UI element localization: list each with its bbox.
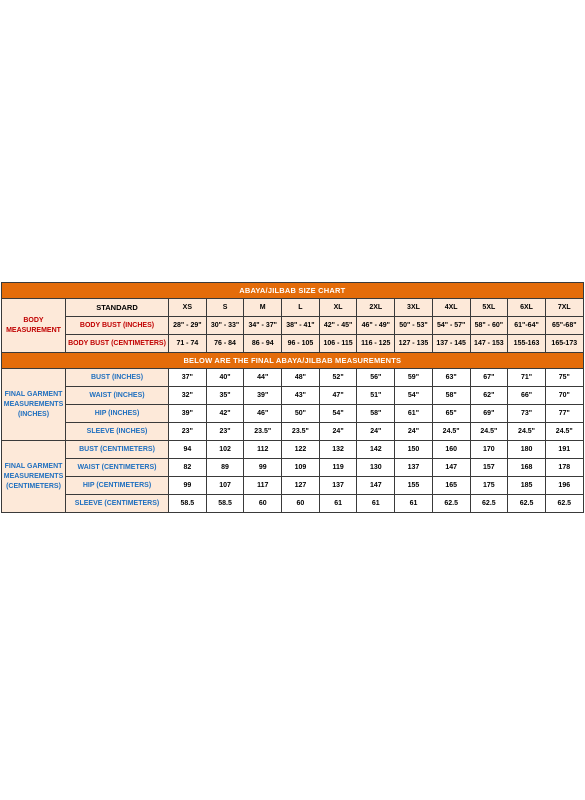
final-cm-cell: 62.5 bbox=[545, 495, 583, 513]
final-cm-cell: 137 bbox=[319, 477, 357, 495]
final-cm-cell: 60 bbox=[282, 495, 320, 513]
final-inches-cell: 71" bbox=[508, 369, 546, 387]
final-cm-cell: 185 bbox=[508, 477, 546, 495]
chart-title: ABAYA/JILBAB SIZE CHART bbox=[2, 283, 584, 299]
final-cm-cell: 132 bbox=[319, 441, 357, 459]
final-cm-cell: 122 bbox=[282, 441, 320, 459]
size-header-l: L bbox=[282, 299, 320, 317]
final-inches-cell: 69" bbox=[470, 405, 508, 423]
final-inches-row-label: WAIST (INCHES) bbox=[66, 387, 169, 405]
final-inches-cell: 23" bbox=[169, 423, 207, 441]
final-inches-cell: 35" bbox=[206, 387, 244, 405]
final-cm-row bbox=[2, 441, 584, 459]
size-header-s: S bbox=[206, 299, 244, 317]
final-inches-cell: 77" bbox=[545, 405, 583, 423]
body-cell: 46" - 49" bbox=[357, 317, 395, 335]
body-cell: 38" - 41" bbox=[282, 317, 320, 335]
body-measurement-row bbox=[2, 317, 584, 335]
final-cm-cell: 196 bbox=[545, 477, 583, 495]
final-inches-row-label: BUST (INCHES) bbox=[66, 369, 169, 387]
body-cell: 71 - 74 bbox=[169, 335, 207, 353]
final-inches-cell: 62" bbox=[470, 387, 508, 405]
final-cm-cell: 127 bbox=[282, 477, 320, 495]
final-cm-cell: 99 bbox=[244, 459, 282, 477]
final-cm-cell: 61 bbox=[319, 495, 357, 513]
final-inches-cell: 63" bbox=[432, 369, 470, 387]
final-cm-cell: 119 bbox=[319, 459, 357, 477]
final-cm-cell: 60 bbox=[244, 495, 282, 513]
body-cell: 86 - 94 bbox=[244, 335, 282, 353]
body-cell: 65"-68" bbox=[545, 317, 583, 335]
final-inches-cell: 39" bbox=[244, 387, 282, 405]
body-cell: 147 - 153 bbox=[470, 335, 508, 353]
final-inches-cell: 23" bbox=[206, 423, 244, 441]
final-inches-row bbox=[2, 423, 584, 441]
final-inches-cell: 47" bbox=[319, 387, 357, 405]
body-cell: 106 - 115 bbox=[319, 335, 357, 353]
size-chart-table bbox=[1, 282, 584, 513]
final-cm-cell: 180 bbox=[508, 441, 546, 459]
final-cm-cell: 94 bbox=[169, 441, 207, 459]
body-cell: 34" - 37" bbox=[244, 317, 282, 335]
size-header-xl: XL bbox=[319, 299, 357, 317]
body-row-label: BODY BUST (INCHES) bbox=[66, 317, 169, 335]
size-header-4xl: 4XL bbox=[432, 299, 470, 317]
final-cm-cell: 58.5 bbox=[206, 495, 244, 513]
final-cm-cell: 191 bbox=[545, 441, 583, 459]
final-cm-cell: 147 bbox=[357, 477, 395, 495]
final-inches-row-label: SLEEVE (INCHES) bbox=[66, 423, 169, 441]
body-cell: 61"-64" bbox=[508, 317, 546, 335]
body-cell: 127 - 135 bbox=[395, 335, 433, 353]
final-inches-cell: 24" bbox=[357, 423, 395, 441]
final-cm-row-label: SLEEVE (CENTIMETERS) bbox=[66, 495, 169, 513]
final-inches-cell: 24.5" bbox=[508, 423, 546, 441]
chart-title-row bbox=[2, 283, 584, 299]
final-inches-cell: 40" bbox=[206, 369, 244, 387]
final-inches-cell: 51" bbox=[357, 387, 395, 405]
final-cm-cell: 109 bbox=[282, 459, 320, 477]
final-cm-cell: 112 bbox=[244, 441, 282, 459]
final-cm-cell: 130 bbox=[357, 459, 395, 477]
final-cm-cell: 155 bbox=[395, 477, 433, 495]
final-cm-row-label: WAIST (CENTIMETERS) bbox=[66, 459, 169, 477]
size-header-row bbox=[2, 299, 584, 317]
final-inches-cell: 65" bbox=[432, 405, 470, 423]
final-inches-cell: 52" bbox=[319, 369, 357, 387]
final-inches-cell: 44" bbox=[244, 369, 282, 387]
final-inches-cell: 70" bbox=[545, 387, 583, 405]
final-inches-cell: 58" bbox=[432, 387, 470, 405]
final-cm-row bbox=[2, 459, 584, 477]
final-inches-cell: 73" bbox=[508, 405, 546, 423]
size-header-xs: XS bbox=[169, 299, 207, 317]
body-cell: 28" - 29" bbox=[169, 317, 207, 335]
body-cell: 42" - 45" bbox=[319, 317, 357, 335]
final-inches-cell: 50" bbox=[282, 405, 320, 423]
final-inches-cell: 37" bbox=[169, 369, 207, 387]
final-inches-cell: 59" bbox=[395, 369, 433, 387]
final-cm-cell: 178 bbox=[545, 459, 583, 477]
final-inches-cell: 24.5" bbox=[470, 423, 508, 441]
body-measurement-row bbox=[2, 335, 584, 353]
body-row-label: BODY BUST (CENTIMETERS) bbox=[66, 335, 169, 353]
final-inches-cell: 32" bbox=[169, 387, 207, 405]
standard-label: STANDARD bbox=[66, 299, 169, 317]
final-cm-cell: 175 bbox=[470, 477, 508, 495]
final-inches-row bbox=[2, 369, 584, 387]
final-cm-cell: 58.5 bbox=[169, 495, 207, 513]
final-measurements-subtitle: BELOW ARE THE FINAL ABAYA/JILBAB MEASUREMENTS bbox=[2, 353, 584, 369]
body-cell: 76 - 84 bbox=[206, 335, 244, 353]
size-header-6xl: 6XL bbox=[508, 299, 546, 317]
final-inches-cell: 58" bbox=[357, 405, 395, 423]
final-inches-cell: 61" bbox=[395, 405, 433, 423]
final-cm-cell: 160 bbox=[432, 441, 470, 459]
final-cm-cell: 117 bbox=[244, 477, 282, 495]
final-cm-cell: 157 bbox=[470, 459, 508, 477]
final-inches-cell: 23.5" bbox=[244, 423, 282, 441]
size-header-5xl: 5XL bbox=[470, 299, 508, 317]
final-cm-cell: 62.5 bbox=[470, 495, 508, 513]
body-cell: 58" - 60" bbox=[470, 317, 508, 335]
final-cm-cell: 168 bbox=[508, 459, 546, 477]
final-inches-group-label: FINAL GARMENT MEASUREMENTS (INCHES) bbox=[2, 369, 66, 441]
final-inches-cell: 67" bbox=[470, 369, 508, 387]
final-cm-cell: 142 bbox=[357, 441, 395, 459]
final-inches-row bbox=[2, 387, 584, 405]
size-header-3xl: 3XL bbox=[395, 299, 433, 317]
final-inches-row bbox=[2, 405, 584, 423]
final-cm-cell: 61 bbox=[395, 495, 433, 513]
body-cell: 50" - 53" bbox=[395, 317, 433, 335]
final-cm-cell: 150 bbox=[395, 441, 433, 459]
final-cm-cell: 99 bbox=[169, 477, 207, 495]
final-inches-cell: 54" bbox=[319, 405, 357, 423]
final-cm-row-label: HIP (CENTIMETERS) bbox=[66, 477, 169, 495]
body-cell: 116 - 125 bbox=[357, 335, 395, 353]
final-inches-cell: 43" bbox=[282, 387, 320, 405]
final-inches-cell: 75" bbox=[545, 369, 583, 387]
final-measurements-subtitle-row bbox=[2, 353, 584, 369]
size-header-m: M bbox=[244, 299, 282, 317]
final-cm-cell: 147 bbox=[432, 459, 470, 477]
size-header-7xl: 7XL bbox=[545, 299, 583, 317]
body-cell: 30" - 33" bbox=[206, 317, 244, 335]
final-inches-cell: 23.5" bbox=[282, 423, 320, 441]
body-cell: 137 - 145 bbox=[432, 335, 470, 353]
final-cm-group-label: FINAL GARMENT MEASUREMENTS (CENTIMETERS) bbox=[2, 441, 66, 513]
final-inches-cell: 56" bbox=[357, 369, 395, 387]
final-inches-cell: 54" bbox=[395, 387, 433, 405]
body-measurement-group-label: BODY MEASUREMENT bbox=[2, 299, 66, 353]
final-cm-cell: 107 bbox=[206, 477, 244, 495]
body-cell: 155-163 bbox=[508, 335, 546, 353]
final-cm-cell: 89 bbox=[206, 459, 244, 477]
final-cm-cell: 62.5 bbox=[432, 495, 470, 513]
size-header-2xl: 2XL bbox=[357, 299, 395, 317]
final-inches-cell: 24.5" bbox=[545, 423, 583, 441]
final-cm-cell: 61 bbox=[357, 495, 395, 513]
final-cm-cell: 170 bbox=[470, 441, 508, 459]
final-inches-row-label: HIP (INCHES) bbox=[66, 405, 169, 423]
final-inches-cell: 42" bbox=[206, 405, 244, 423]
final-inches-cell: 24.5" bbox=[432, 423, 470, 441]
final-inches-cell: 24" bbox=[395, 423, 433, 441]
final-inches-cell: 66" bbox=[508, 387, 546, 405]
final-inches-cell: 24" bbox=[319, 423, 357, 441]
final-cm-row bbox=[2, 477, 584, 495]
final-inches-cell: 46" bbox=[244, 405, 282, 423]
final-cm-cell: 102 bbox=[206, 441, 244, 459]
body-cell: 165-173 bbox=[545, 335, 583, 353]
final-inches-cell: 39" bbox=[169, 405, 207, 423]
body-cell: 54" - 57" bbox=[432, 317, 470, 335]
final-cm-cell: 62.5 bbox=[508, 495, 546, 513]
final-cm-row bbox=[2, 495, 584, 513]
final-cm-cell: 137 bbox=[395, 459, 433, 477]
final-cm-cell: 165 bbox=[432, 477, 470, 495]
body-cell: 96 - 105 bbox=[282, 335, 320, 353]
final-cm-cell: 82 bbox=[169, 459, 207, 477]
final-inches-cell: 48" bbox=[282, 369, 320, 387]
final-cm-row-label: BUST (CENTIMETERS) bbox=[66, 441, 169, 459]
